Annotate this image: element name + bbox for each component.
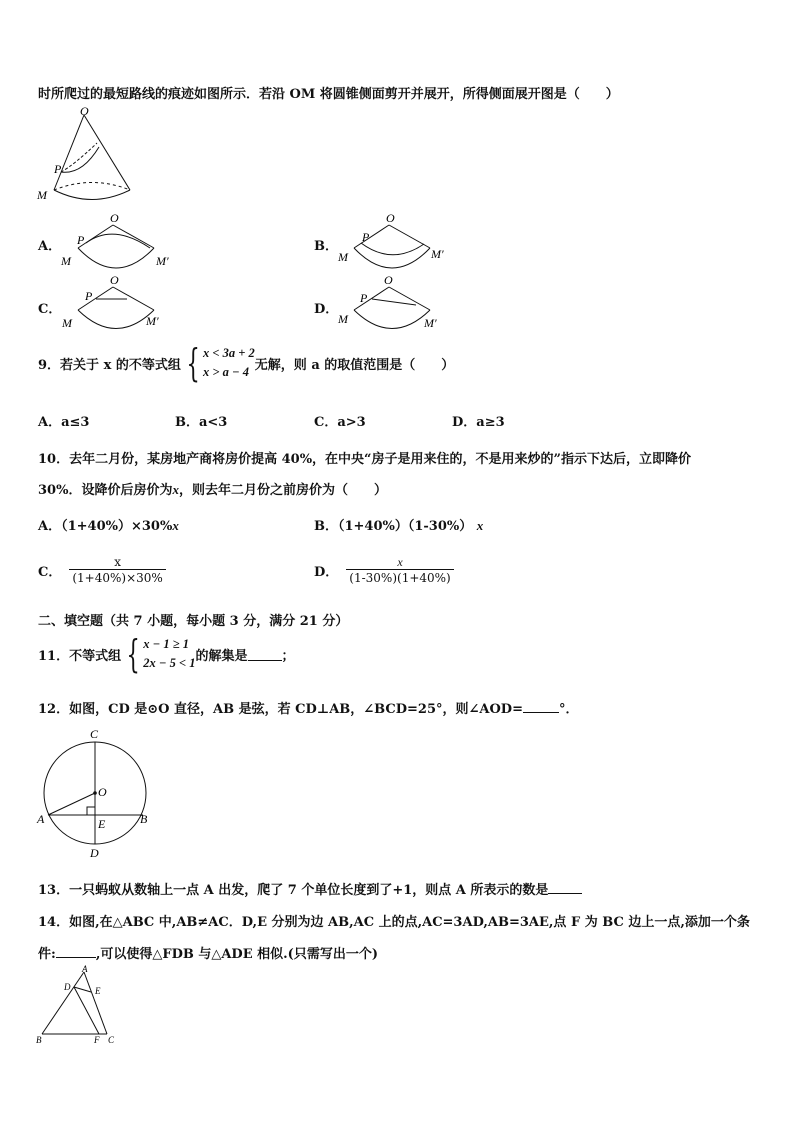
q10-option-d-numerator: x (397, 555, 403, 569)
q14-label-d: D (64, 982, 71, 992)
q12-answer-blank[interactable] (523, 700, 559, 713)
q12-stem (38, 698, 579, 717)
q10-option-a-var: x (172, 518, 179, 533)
q10-stem-line2 (38, 479, 387, 498)
q10-option-c-fraction (69, 555, 165, 586)
cone-label-p: P (54, 162, 62, 176)
q14-label-c: C (108, 1035, 115, 1045)
q10-option-d-label: D． (314, 565, 339, 580)
q9-option-c[interactable]: C．a>3 (314, 415, 366, 430)
opt-d-label-p: P (360, 291, 368, 305)
opt-d-label-mp: M′ (424, 316, 437, 330)
q10-option-c-denominator: (1+40%)×30% (69, 569, 165, 586)
q10-option-a[interactable] (38, 515, 179, 534)
q9-ineq-1: x < 3a + 2 (203, 346, 255, 360)
q12-label-a: A (37, 812, 45, 826)
q10-option-a-text: A．（1+40%）×30% (38, 519, 173, 534)
opt-b-label-m: M (338, 250, 348, 264)
q8-stem: 时所爬过的最短路线的痕迹如图所示．若沿 OM 将圆锥侧面剪开并展开，所得侧面展开图是（ ） (38, 87, 619, 102)
q10-option-d-denominator: (1-30%)(1+40%) (346, 569, 453, 586)
q9-brace: { (186, 341, 200, 385)
q8-cone-figure (34, 105, 144, 210)
q10-var-x: x (172, 482, 179, 497)
q13-stem (38, 879, 582, 898)
opt-c-label-o: O (110, 273, 119, 287)
opt-d-label-m: M (338, 312, 348, 326)
q8-option-d-figure (334, 272, 459, 337)
q10-option-c-label: C． (38, 565, 62, 580)
q12-label-o: O (98, 785, 107, 799)
q11-brace: { (126, 632, 140, 676)
opt-a-label-mp: M′ (156, 254, 169, 268)
q10-line2-a: 30%．设降价后房价为 (38, 483, 173, 498)
q12-label-b: B (140, 812, 148, 826)
opt-a-label-m: M (61, 254, 71, 268)
section-fill-in-header: 二、填空题（共 7 小题，每小题 3 分，满分 21 分） (38, 614, 349, 629)
q14-stem-line2 (38, 943, 378, 962)
q8-option-d[interactable]: D． (314, 302, 339, 317)
q9-suffix: 无解，则 a 的取值范围是（ ） (254, 357, 455, 373)
q11-suffix: 的解集是 (195, 648, 248, 664)
q9-option-b[interactable]: B．a<3 (175, 415, 228, 430)
q9-prefix: 9．若关于 x 的不等式组 (38, 357, 181, 373)
opt-a-label-p: P (77, 233, 85, 247)
opt-c-label-p: P (85, 289, 93, 303)
cone-label-m: M (37, 188, 47, 202)
q8-option-a-figure (58, 208, 183, 278)
opt-c-label-m: M (62, 316, 72, 330)
q8-option-c-figure (58, 272, 183, 337)
q12-label-c: C (90, 727, 99, 741)
q10-option-b[interactable] (314, 515, 483, 534)
q14-label-b: B (36, 1035, 42, 1045)
q10-line2-b: ，则去年二月份之前房价为（ ） (178, 483, 387, 498)
q9-ineq-2: x > a − 4 (203, 365, 249, 379)
opt-b-label-p: P (362, 230, 370, 244)
q9-inequality-system (181, 343, 255, 383)
q14-label-f: F (94, 1035, 100, 1045)
q11-prefix: 11．不等式组 (38, 648, 122, 664)
q10-stem-line1: 10．去年二月份，某房地产商将房价提高 40%，在中央“房子是用来住的，不是用来炒的”指示下达后，立即降价 (38, 452, 692, 467)
q10-option-b-var: x (476, 518, 484, 533)
q13-answer-blank[interactable] (548, 881, 582, 894)
q11-end: ； (281, 648, 295, 664)
q11-stem (38, 634, 295, 674)
q10-option-c[interactable] (38, 555, 166, 586)
q10-option-c-numerator: x (114, 555, 121, 569)
q14-line2-b: ,可以使得△FDB 与△ADE 相似.(只需写出一个) (95, 947, 378, 962)
q14-answer-blank[interactable] (56, 945, 96, 958)
q8-option-a[interactable]: A． (38, 239, 62, 254)
q11-ineq-2: 2x − 5 < 1 (143, 656, 196, 670)
q12-label-d: D (90, 846, 99, 860)
q12-end: °． (558, 702, 579, 717)
q8-option-c[interactable]: C． (38, 302, 62, 317)
q14-label-e: E (95, 986, 101, 996)
q12-label-e: E (98, 817, 106, 831)
q11-inequality-system (121, 634, 195, 674)
q14-stem-line1: 14．如图,在△ABC 中,AB≠AC．D,E 分别为边 AB,AC 上的点,AC=3AD,AB=3AE,点 F 为 BC 边上一点,添加一个条 (38, 915, 750, 930)
q14-line2-a: 件: (38, 947, 56, 962)
q14-label-a: A (82, 964, 88, 974)
q10-option-d[interactable] (314, 555, 454, 586)
opt-a-label-o: O (110, 211, 119, 225)
q11-ineq-1: x − 1 ≥ 1 (143, 637, 189, 651)
opt-d-label-o: O (384, 273, 393, 287)
q14-triangle-figure (34, 964, 134, 1048)
q12-text: 12．如图，CD 是⊙O 直径，AB 是弦，若 CD⊥AB，∠BCD=25°，则∠AOD= (38, 702, 523, 717)
opt-c-label-mp: M′ (146, 314, 159, 328)
q9-stem (38, 343, 454, 383)
q10-option-b-text: B．（1+40%）（1-30%） (314, 519, 473, 534)
q8-option-b-figure (334, 208, 459, 278)
q12-circle-figure (34, 724, 154, 862)
q9-option-d[interactable]: D．a≥3 (452, 415, 505, 430)
opt-b-label-o: O (386, 211, 395, 225)
cone-label-o: O (80, 105, 89, 118)
q9-option-a[interactable]: A．a≤3 (38, 415, 90, 430)
q10-option-d-fraction (346, 555, 453, 586)
q8-option-b[interactable]: B． (314, 239, 338, 254)
q11-answer-blank[interactable] (248, 648, 282, 661)
q13-text: 13．一只蚂蚁从数轴上一点 A 出发，爬了 7 个单位长度到了+1，则点 A 所表示的数是 (38, 883, 549, 898)
opt-b-label-mp: M′ (431, 247, 444, 261)
